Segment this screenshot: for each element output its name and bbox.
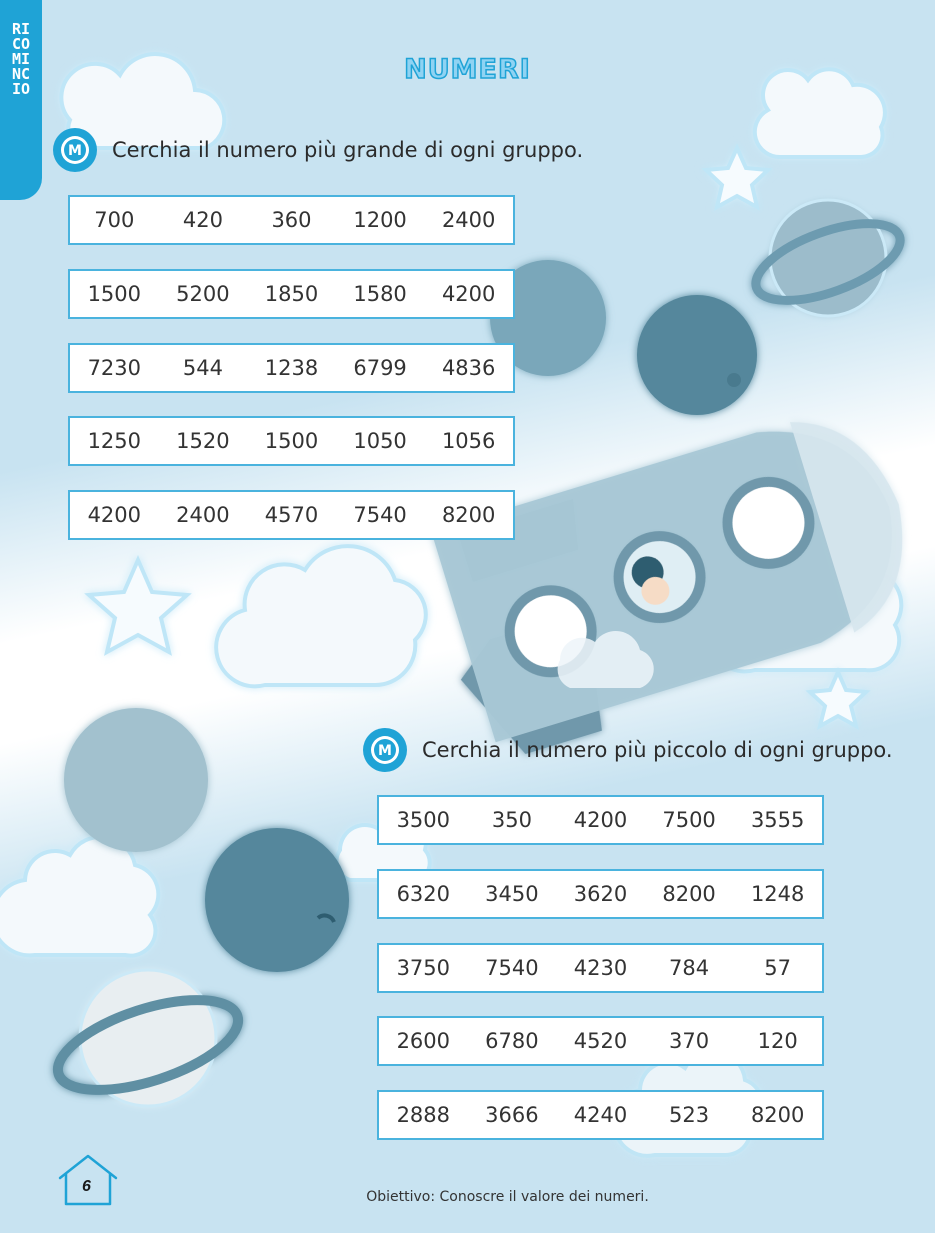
planet-icon xyxy=(637,295,757,415)
number-cell[interactable]: 1050 xyxy=(353,429,407,453)
number-cell[interactable]: 784 xyxy=(669,956,710,980)
number-cell[interactable]: 360 xyxy=(271,208,312,232)
number-cell[interactable]: 3620 xyxy=(573,882,628,906)
number-cell[interactable]: 120 xyxy=(757,1029,798,1053)
number-cell[interactable]: 2600 xyxy=(396,1029,451,1053)
star-icon xyxy=(706,148,768,207)
number-cell[interactable]: 3555 xyxy=(750,808,805,832)
planet-icon xyxy=(205,828,349,972)
number-cell[interactable]: 6320 xyxy=(396,882,451,906)
number-row xyxy=(377,1090,824,1140)
footer-objective: Obiettivo: Conoscre il valore dei numeri. xyxy=(366,1189,649,1205)
number-cell[interactable]: 700 xyxy=(94,208,135,232)
ringed-planet-icon xyxy=(746,200,909,316)
number-cell[interactable]: 523 xyxy=(669,1103,710,1127)
number-row xyxy=(68,195,515,245)
number-cell[interactable]: 1580 xyxy=(353,282,407,306)
number-cell[interactable]: 4200 xyxy=(87,503,142,527)
side-tab xyxy=(0,0,42,200)
instruction-1 xyxy=(52,127,583,173)
number-row xyxy=(377,943,824,993)
number-cell[interactable]: 3450 xyxy=(485,882,539,906)
number-row xyxy=(68,490,515,540)
star-icon xyxy=(89,560,187,652)
number-row xyxy=(68,343,515,393)
number-cell[interactable]: 4240 xyxy=(573,1103,628,1127)
ringed-planet-icon xyxy=(47,970,248,1108)
number-cell[interactable]: 4836 xyxy=(441,356,496,380)
instruction-text: Cerchia il numero più grande di ogni gruppo. xyxy=(112,138,584,162)
cloud-icon xyxy=(216,546,426,686)
number-cell[interactable]: 2400 xyxy=(441,208,496,232)
number-cell[interactable]: 350 xyxy=(491,808,532,832)
number-cell[interactable]: 544 xyxy=(182,356,223,380)
badge-letter: M xyxy=(68,143,82,159)
number-cell[interactable]: 4230 xyxy=(573,956,628,980)
number-cell[interactable]: 3666 xyxy=(485,1103,539,1127)
number-cell[interactable]: 3750 xyxy=(396,956,451,980)
number-cell[interactable]: 7540 xyxy=(353,503,407,527)
number-cell[interactable]: 4200 xyxy=(441,282,496,306)
number-row xyxy=(377,795,824,845)
number-cell[interactable]: 6799 xyxy=(353,356,407,380)
number-cell[interactable]: 8200 xyxy=(441,503,496,527)
number-row xyxy=(377,1016,824,1066)
number-cell[interactable]: 1500 xyxy=(87,282,142,306)
number-cell[interactable]: 4520 xyxy=(573,1029,628,1053)
number-cell[interactable]: 4200 xyxy=(573,808,628,832)
instruction-text: Cerchia il numero più piccolo di ogni gruppo. xyxy=(422,738,893,762)
number-cell[interactable]: 370 xyxy=(669,1029,710,1053)
cloud-icon xyxy=(0,837,158,956)
number-cell[interactable]: 1248 xyxy=(750,882,805,906)
number-cell[interactable]: 1500 xyxy=(264,429,319,453)
number-cell[interactable]: 8200 xyxy=(750,1103,805,1127)
page-title: NUMERI xyxy=(404,54,531,85)
number-cell[interactable]: 6780 xyxy=(485,1029,539,1053)
instruction-2 xyxy=(362,727,893,773)
number-cell[interactable]: 420 xyxy=(182,208,223,232)
number-cell[interactable]: 5200 xyxy=(176,282,230,306)
star-icon xyxy=(810,672,866,726)
number-row xyxy=(68,269,515,319)
m-badge-icon xyxy=(362,727,408,773)
number-cell[interactable]: 2400 xyxy=(176,503,230,527)
planet-icon xyxy=(64,708,208,852)
number-cell[interactable]: 1200 xyxy=(353,208,407,232)
number-cell[interactable]: 2888 xyxy=(396,1103,451,1127)
number-row xyxy=(377,869,824,919)
m-badge-icon xyxy=(52,127,98,173)
page-number: 6 xyxy=(82,1178,91,1195)
side-tab-label: RICOMINCIO xyxy=(11,20,31,98)
number-cell[interactable]: 1520 xyxy=(176,429,230,453)
number-cell[interactable]: 1238 xyxy=(264,356,319,380)
number-cell[interactable]: 57 xyxy=(764,956,792,980)
number-cell[interactable]: 7230 xyxy=(87,356,142,380)
number-cell[interactable]: 3500 xyxy=(396,808,451,832)
number-cell[interactable]: 1056 xyxy=(441,429,496,453)
number-cell[interactable]: 1850 xyxy=(264,282,319,306)
number-cell[interactable]: 1250 xyxy=(87,429,142,453)
badge-letter: M xyxy=(378,743,392,759)
number-cell[interactable]: 7540 xyxy=(485,956,539,980)
number-cell[interactable]: 8200 xyxy=(662,882,716,906)
number-cell[interactable]: 4570 xyxy=(264,503,319,527)
number-row xyxy=(68,416,515,466)
number-cell[interactable]: 7500 xyxy=(662,808,716,832)
